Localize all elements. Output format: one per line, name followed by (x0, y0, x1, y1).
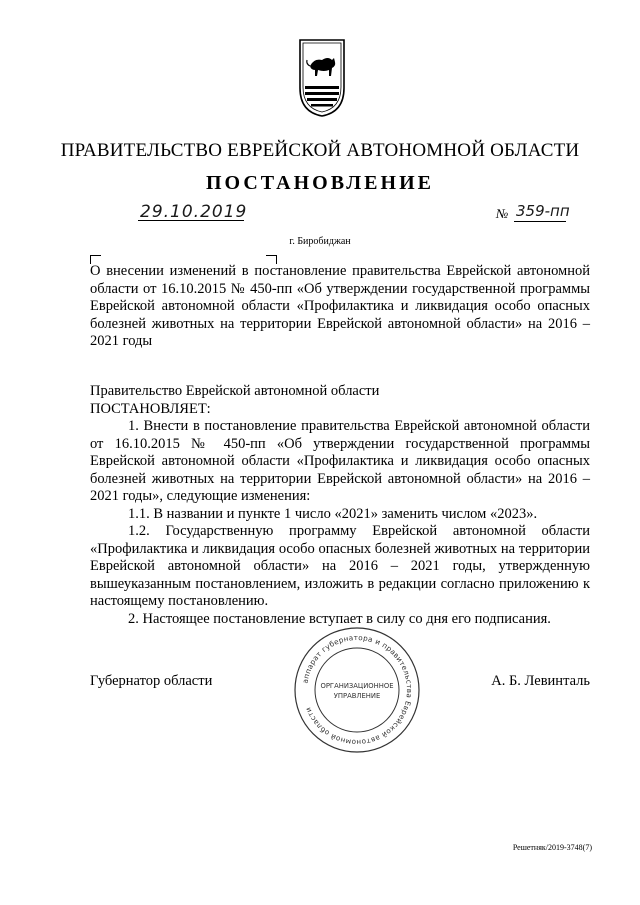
official-stamp (292, 625, 422, 755)
preamble: Правительство Еврейской автономной области (90, 383, 380, 399)
decree-body (90, 383, 590, 628)
body-item: 1. Внести в постановление правительства Еврейской автономной области от 16.10.2015 № 450-пп «Об утверждении государственной программы Еврейской автономной области «Профилактика и ликвидация особо опасных болезней животных на территории Еврейской автономной области» на 2016 – 2021 годы», следующие изменения: (90, 418, 590, 504)
svg-text:УПРАВЛЕНИЕ: УПРАВЛЕНИЕ (333, 692, 381, 700)
signatory-title: Губернатор области (90, 673, 213, 689)
svg-text:аппарат губернатора и правител: аппарат губернатора и правительства Еврейской автономной области (300, 632, 415, 748)
body-item: 1.2. Государственную программу Еврейской автономной области «Профилактика и ликвидация особо опасных болезней животных на территории Еврейской автономной области» на 2016 – 2021 годы, утвержденную вышеуказанным постановлением, изложить в редакции согласно приложению к настоящему постановлению. (90, 523, 590, 609)
document-type-title: ПОСТАНОВЛЕНИЕ (206, 172, 434, 194)
signatory-name: А. Б. Левинталь (491, 673, 590, 689)
decree-date: 29.10.2019 (140, 202, 248, 222)
number-label: № (496, 206, 509, 221)
body-item: 2. Настоящее постановление вступает в силу со дня его подписания. (128, 610, 551, 627)
number-underline (514, 221, 566, 222)
government-title: ПРАВИТЕЛЬСТВО ЕВРЕЙСКОЙ АВТОНОМНОЙ ОБЛАСТИ (60, 140, 580, 161)
date-underline (138, 220, 244, 221)
coat-of-arms-icon (298, 38, 346, 118)
body-item: 1.1. В названии и пункте 1 число «2021» заменить числом «2023». (128, 505, 538, 522)
decree-subject: О внесении изменений в постановление правительства Еврейской автономной области от 16.10.2015 № 450-пп «Об утверждении государственной программы Еврейской автономной области «Профилактика и ликвидация особо опасных болезней животных на территории Еврейской автономной области» на 2016 – 2021 годы (90, 263, 590, 349)
resolves-heading: ПОСТАНОВЛЯЕТ: (90, 400, 211, 417)
document-footer-code: Решетняк/2019-3748(7) (512, 843, 592, 852)
svg-text:ОРГАНИЗАЦИОННОЕ: ОРГАНИЗАЦИОННОЕ (320, 682, 394, 690)
city-line: г. Биробиджан (289, 236, 351, 247)
decree-number: 359-пп (516, 202, 570, 220)
